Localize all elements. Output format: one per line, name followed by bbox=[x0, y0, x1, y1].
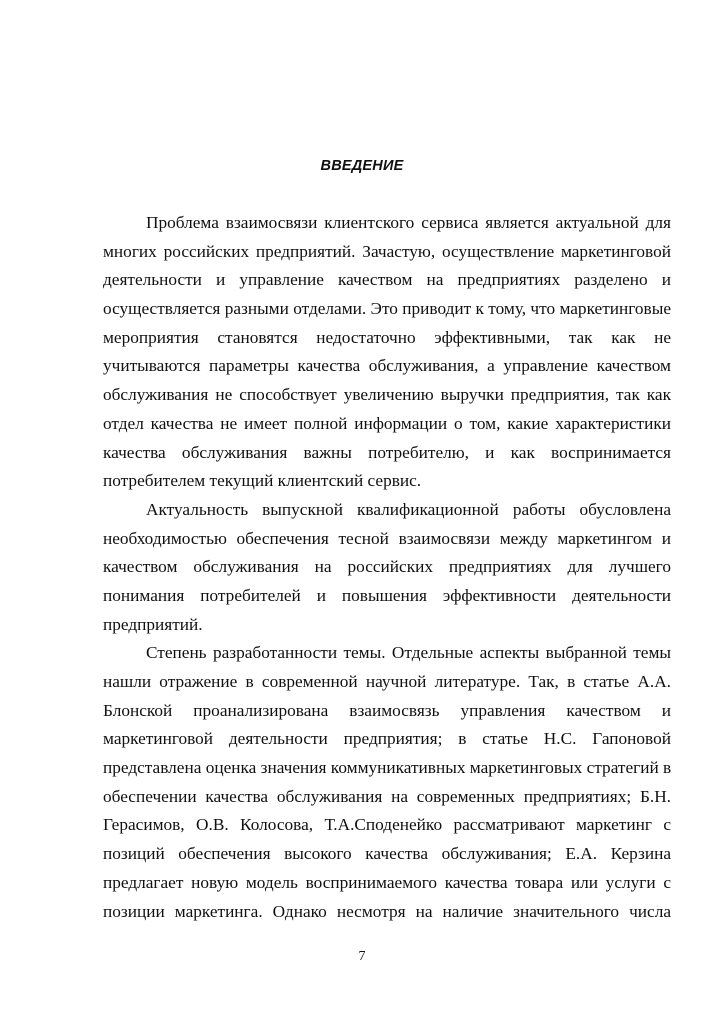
text-line: обслуживания не способствует увеличению выручки предприятия, так как bbox=[103, 385, 671, 405]
text-line: качества обслуживания важны потребителю, и как воспринимается bbox=[103, 442, 671, 462]
text-line: деятельности и управление качеством на предприятиях разделено и bbox=[103, 270, 671, 290]
page-title: ВВЕДЕНИЕ bbox=[320, 158, 404, 174]
text-line: потребителем текущий клиентский сервис. bbox=[103, 471, 422, 491]
text-line: Герасимов, О.В. Колосова, Т.А.Споденейко рассматривают маркетинг с bbox=[103, 815, 671, 835]
text-line: качеством обслуживания на российских предприятиях для лучшего bbox=[103, 557, 671, 577]
text-line: маркетинговой деятельности предприятия; в статье Н.С. Гапоновой bbox=[103, 729, 671, 749]
text-line: необходимостью обеспечения тесной взаимосвязи между маркетингом и bbox=[103, 528, 671, 548]
text-line: позиции маркетинга. Однако несмотря на наличие значительного числа bbox=[103, 901, 671, 921]
paragraph bbox=[103, 639, 671, 926]
text-line: многих российских предприятий. Зачастую, осуществление маркетинговой bbox=[103, 241, 671, 261]
text-line: предлагает новую модель воспринимаемого качества товара или услуги с bbox=[103, 872, 671, 892]
text-line: обеспечении качества обслуживания на современных предприятиях; Б.Н. bbox=[103, 786, 671, 806]
text-line: предприятий. bbox=[103, 614, 203, 634]
text-line: понимания потребителей и повышения эффективности деятельности bbox=[103, 585, 671, 605]
text-line: осуществляется разными отделами. Это приводит к тому, что маркетинговые bbox=[103, 299, 671, 319]
text-line: учитываются параметры качества обслуживания, а управление качеством bbox=[103, 356, 671, 376]
text-line: нашли отражение в современной научной литературе. Так, в статье А.А. bbox=[103, 672, 671, 691]
text-line: представлена оценка значения коммуникативных маркетинговых стратегий в bbox=[103, 758, 672, 778]
text-line: мероприятия становятся недостаточно эффективными, так как не bbox=[103, 327, 671, 347]
text-line: Проблема взаимосвязи клиентского сервиса является актуальной для bbox=[146, 213, 671, 232]
body-text bbox=[103, 209, 671, 926]
text-line: Блонской проанализирована взаимосвязь управления качеством и bbox=[103, 700, 671, 720]
text-line: отдел качества не имеет полной информации о том, какие характеристики bbox=[103, 413, 671, 433]
text-line: позиций обеспечения высокого качества обслуживания; Е.А. Керзина bbox=[103, 844, 671, 864]
text-line: Степень разработанности темы. Отдельные аспекты выбранной темы bbox=[146, 643, 671, 663]
paragraph bbox=[103, 209, 671, 496]
text-line: Актуальность выпускной квалификационной работы обусловлена bbox=[146, 499, 671, 519]
page-number: 7 bbox=[358, 949, 366, 964]
paragraph bbox=[103, 496, 671, 639]
